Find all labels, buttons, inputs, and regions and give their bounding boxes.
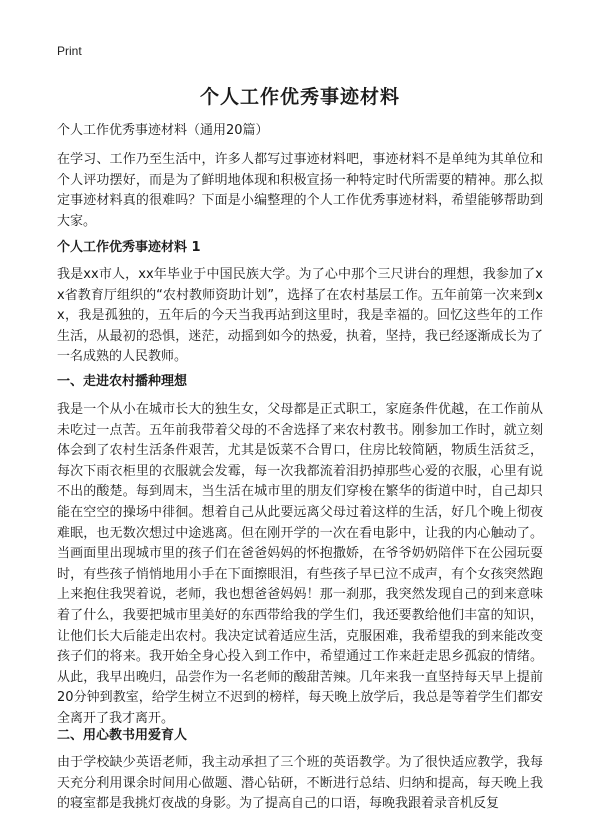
section-3-paragraph: 由于学校缺少英语老师，我主动承担了三个班的英语教学。为了很快适应教学，我每天充分利用课余时间用心做题、潜心钻研，不断进行总结、归纳和提高，每天晚上我的寝室都是我挑灯夜战的身影。为了提高自己的口语，每晚我跟着录音机反复 [57, 755, 543, 812]
section-heading-1: 个人工作优秀事迹材料 1 [57, 240, 201, 255]
section-heading-3: 二、用心教书用爱育人 [57, 728, 188, 743]
section-heading-2: 一、走进农村播种理想 [57, 374, 188, 389]
section-2-paragraph: 我是一个从小在城市长大的独生女，父母都是正式职工，家庭条件优越，在工作前从未吃过一点苦。五年前我带着父母的不舍选择了来农村教书。刚参加工作时，就立刻体会到了农村生活条件艰苦，尤其是饭菜不合胃口，住房比较简陋，物质生活贫乏，每次下雨衣柜里的衣服就会发霉，每一次我都流着泪扔掉那些心爱的衣服，心里有说不出的酸楚。每到周末，当生活在城市里的朋友们穿梭在繁华的街道中时，自己却只能在空空的操场中徘徊。想着自己从此要远离父母过着这样的生活，好几个晚上彻夜难眠，也无数次想过中途逃离。但在刚开学的一次在看电影中，让我的内心触动了。当画面里出现城市里的孩子们在爸爸妈妈的怀抱撒娇，在爷爷奶奶陪伴下在公园玩耍时，有些孩子悄悄地用小手在下面擦眼泪，有些孩子早已泣不成声，有个女孩突然跑上来抱住我哭着说，老师，我也想爸爸妈妈！那一刹那，我突然发现自己的到来意味着了什么，我要把城市里美好的东西带给我的学生们，我还要教给他们丰富的知识，让他们长大后能走出农村。我决定试着适应生活，克服困难，我希望我的到来能改变孩子们的将来。我开始全身心投入到工作中，希望通过工作来赶走思乡孤寂的情绪。从此，我早出晚归，品尝作为一名老师的酸甜苦辣。几年来我一直坚持每天早上提前20分钟到教室，给学生树立不迟到的榜样，每天晚上放学后，我总是等着学生们都安全离开了我才离开。 [57, 402, 543, 726]
document-title: 个人工作优秀事迹材料 [199, 86, 400, 108]
section-1-paragraph: 我是xx市人，xx年毕业于中国民族大学。为了心中那个三尺讲台的理想，我参加了xx省教育厅组织的“农村教师资助计划”，选择了在农村基层工作。五年前第一次来到xx，我是孤独的，五年后的今天当我再站到这里时，我是幸福的。回忆这些年的工作生活，从最初的恐惧，迷茫，动摇到如今的热爱，执着，坚持，我已经逐渐成长为了一名成熟的人民教师。 [57, 267, 543, 365]
print-link[interactable]: Print [57, 44, 82, 58]
document-subtitle: 个人工作优秀事迹材料（通用20篇） [57, 123, 269, 138]
intro-paragraph: 在学习、工作乃至生活中，许多人都写过事迹材料吧，事迹材料不是单纯为其单位和个人评功摆好，而是为了鲜明地体现和积极宣扬一种特定时代所需要的精神。那么拟定事迹材料真的很难吗？下面是小编整理的个人工作优秀事迹材料，希望能够帮助到大家。 [57, 152, 543, 229]
